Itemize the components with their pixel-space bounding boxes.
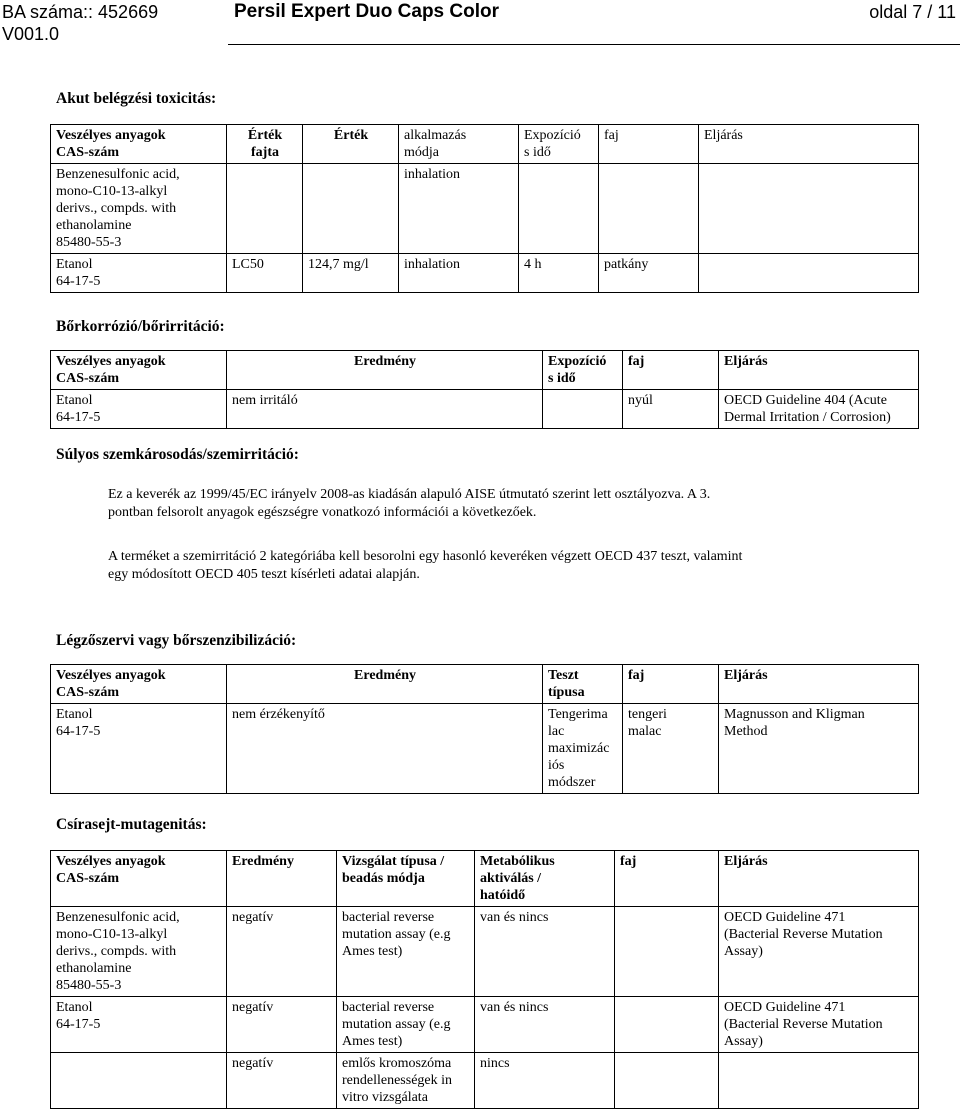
table-header-row: Veszélyes anyagok CAS-szám Eredmény Teszt típusa faj Eljárás <box>51 665 919 704</box>
acute-inhalation-table <box>50 124 919 293</box>
section-skin-irritation: Bőrkorrózió/bőrirritáció: <box>56 318 225 335</box>
table-row: Etanol 64-17-5 nem irritáló nyúl OECD Guideline 404 (Acute Dermal Irritation / Corrosion) <box>51 390 919 429</box>
header-rule <box>228 44 960 45</box>
table-row: Etanol 64-17-5 negatív bacterial reverse mutation assay (e.g Ames test) van és nincs OECD Guideline 471 (Bacterial Reverse Mutation Assay) <box>51 997 919 1053</box>
page-number: oldal 7 / 11 <box>869 2 956 22</box>
table-row: Benzenesulfonic acid, mono-C10-13-alkyl derivs., compds. with ethanolamine 85480-55-3 negatív bacterial reverse mutation assay (e.g Ames test) van és nincs OECD Guideline 471 (Bacterial Reverse Mutation Assay) <box>51 907 919 997</box>
product-name: Persil Expert Duo Caps Color <box>234 1 500 22</box>
table-header-row: Veszélyes anyagok CAS-szám Érték fajta Érték alkalmazás módja Expozíció s idő faj Eljárás <box>51 125 919 164</box>
skin-irritation-table <box>50 350 919 429</box>
table-row: Etanol 64-17-5 nem érzékenyítő Tengerima lac maximizác iós módszer tengeri malac Magnusson and Kligman Method <box>51 704 919 794</box>
eye-paragraph-1: Ez a keverék az 1999/45/EC irányelv 2008-as kiadásán alapuló AISE útmutató szerint lett osztályozva. A 3. pontban felsorolt anyagok egészségre vonatkozó információi a következőek. <box>108 487 711 520</box>
document-number: BA száma:: 452669 <box>2 2 159 22</box>
table-row: negatív emlős kromoszóma rendellenességek in vitro vizsgálata nincs <box>51 1053 919 1109</box>
section-mutagenicity: Csírasejt-mutagenitás: <box>56 816 207 833</box>
section-sensitisation: Légzőszervi vagy bőrszenzibilizáció: <box>56 632 297 649</box>
table-row: Benzenesulfonic acid, mono-C10-13-alkyl derivs., compds. with ethanolamine 85480-55-3 inhalation <box>51 164 919 254</box>
page-header <box>0 0 960 44</box>
mutagenicity-table <box>50 850 919 1109</box>
document-version: V001.0 <box>2 24 60 44</box>
sensitisation-table <box>50 664 919 794</box>
eye-paragraph-2: A terméket a szemirritáció 2 kategóriába kell besorolni egy hasonló keveréken végzett OECD 437 teszt, valamint egy módosított OECD 405 teszt kísérleti adatai alapján. <box>108 549 743 582</box>
section-eye-irritation: Súlyos szemkárosodás/szemirritáció: <box>56 446 299 463</box>
section-acute-inhalation: Akut belégzési toxicitás: <box>56 90 217 107</box>
table-header-row: Veszélyes anyagok CAS-szám Eredmény Vizsgálat típusa / beadás módja Metabólikus aktiválás / hatóidő faj Eljárás <box>51 851 919 907</box>
table-row: Etanol 64-17-5 LC50 124,7 mg/l inhalation 4 h patkány <box>51 254 919 293</box>
table-header-row: Veszélyes anyagok CAS-szám Eredmény Expozíció s idő faj Eljárás <box>51 351 919 390</box>
